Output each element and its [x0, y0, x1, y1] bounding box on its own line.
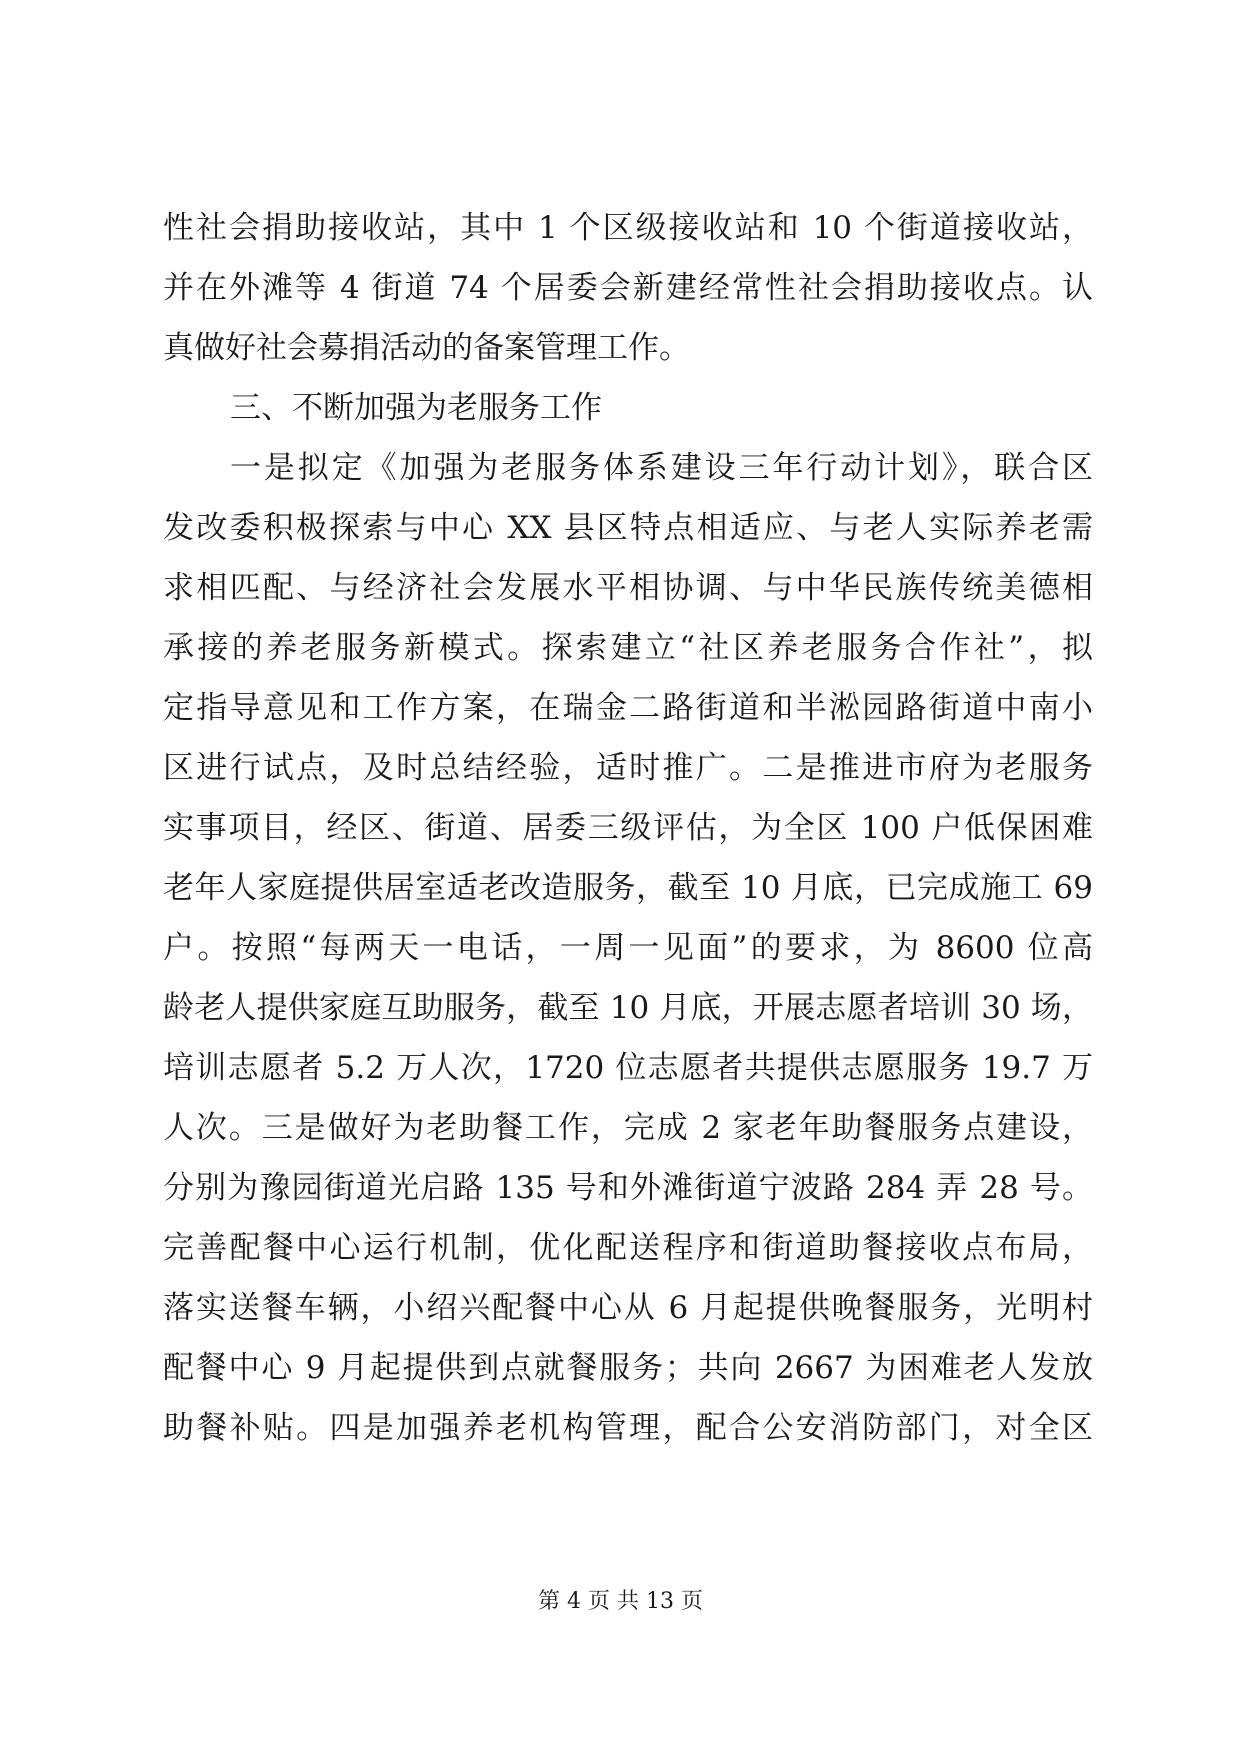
body-line: 分别为豫园街道光启路 135 号和外滩街道宁波路 284 弄 28 号。 — [163, 1170, 1093, 1206]
body-line: 培训志愿者 5.2 万人次，1720 位志愿者共提供志愿服务 19.7 万 — [163, 1050, 1093, 1086]
body-line: 人次。三是做好为老助餐工作，完成 2 家老年助餐服务点建设， — [163, 1110, 1093, 1146]
body-line: 完善配餐中心运行机制，优化配送程序和街道助餐接收点布局， — [163, 1230, 1093, 1266]
body-line: 发改委积极探索与中心 XX 县区特点相适应、与老人实际养老需 — [163, 510, 1093, 546]
body-line: 定指导意见和工作方案，在瑞金二路街道和半淞园路街道中南小 — [163, 690, 1093, 726]
body-line: 并在外滩等 4 街道 74 个居委会新建经常性社会捐助接收点。认 — [163, 270, 1093, 306]
body-line: 配餐中心 9 月起提供到点就餐服务；共向 2667 为困难老人发放 — [163, 1350, 1093, 1386]
body-line: 龄老人提供家庭互助服务，截至 10 月底，开展志愿者培训 30 场， — [163, 990, 1093, 1026]
body-line: 一是拟定《加强为老服务体系建设三年行动计划》，联合区 — [230, 450, 1093, 486]
body-line: 老年人家庭提供居室适老改造服务，截至 10 月底，已完成施工 69 — [163, 870, 1093, 906]
body-line: 区进行试点，及时总结经验，适时推广。二是推进市府为老服务 — [163, 750, 1093, 786]
body-line: 落实送餐车辆，小绍兴配餐中心从 6 月起提供晚餐服务，光明村 — [163, 1290, 1093, 1326]
body-line: 性社会捐助接收站，其中 1 个区级接收站和 10 个街道接收站， — [163, 210, 1093, 246]
body-line: 承接的养老服务新模式。探索建立“社区养老服务合作社”，拟 — [163, 630, 1093, 666]
section-heading: 三、不断加强为老服务工作 — [230, 390, 602, 426]
body-line: 实事项目，经区、街道、居委三级评估，为全区 100 户低保困难 — [163, 810, 1093, 846]
page-number-footer: 第 4 页 共 13 页 — [538, 1589, 703, 1614]
body-line: 真做好社会募捐活动的备案管理工作。 — [163, 330, 690, 366]
body-line: 户。按照“每两天一电话，一周一见面”的要求，为 8600 位高 — [163, 930, 1093, 966]
body-line: 助餐补贴。四是加强养老机构管理，配合公安消防部门，对全区 — [163, 1410, 1093, 1446]
body-line: 求相匹配、与经济社会发展水平相协调、与中华民族传统美德相 — [163, 570, 1093, 606]
